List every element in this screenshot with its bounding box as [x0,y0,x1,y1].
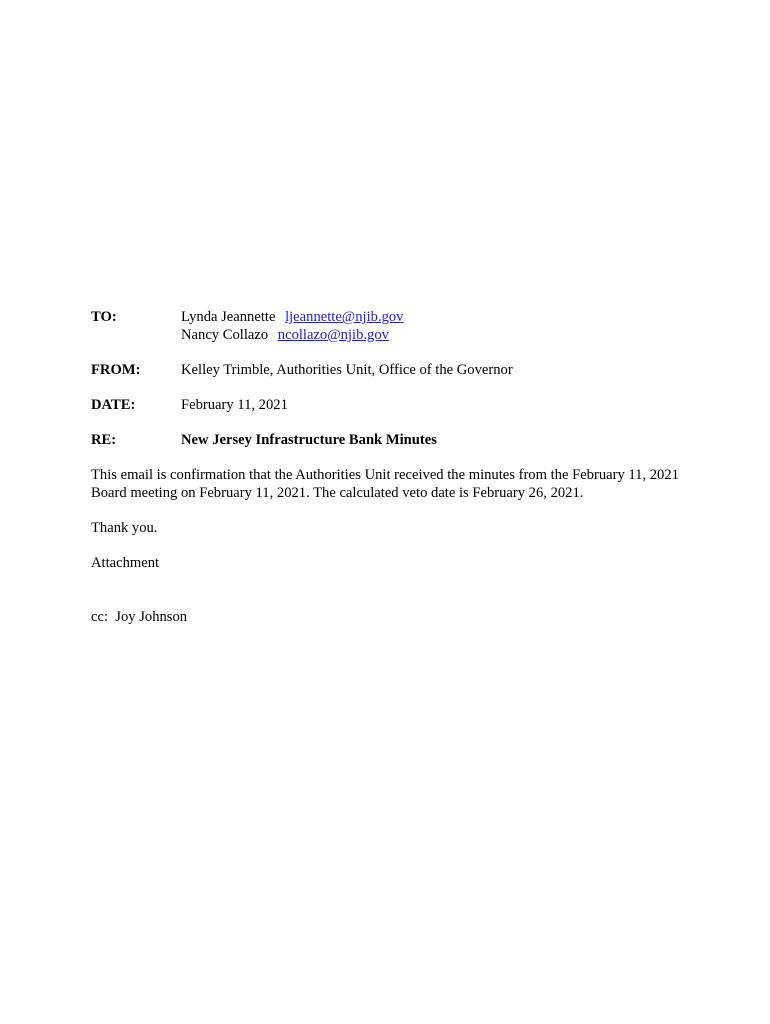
attachment-note: Attachment [91,555,160,571]
from-row [91,361,691,379]
recipient-2-name: Nancy Collazo [181,327,269,343]
recipient-2-email-link[interactable]: ncollazo@njib.gov [277,327,389,343]
recipients-list [181,308,691,344]
to-label: TO: [91,309,117,325]
closing-text: Thank you. [91,520,158,536]
cc-line: cc: Joy Johnson [91,609,188,625]
recipient-1-email-link[interactable]: ljeannette@njib.gov [285,309,404,325]
date-label: DATE: [91,397,136,413]
date-value: February 11, 2021 [181,397,288,413]
from-value: Kelley Trimble, Authorities Unit, Office of the Governor [181,362,513,378]
recipient-1-name: Lynda Jeannette [181,309,276,325]
to-row [91,308,691,344]
from-label: FROM: [91,362,141,378]
subject-value: New Jersey Infrastructure Bank Minutes [181,432,437,448]
date-row [91,396,691,414]
subject-label: RE: [91,432,117,448]
body-paragraph: This email is confirmation that the Authorities Unit received the minutes from the February 11, 2021 Board meeting on February 11, 2021. The calculated veto date is February 26, 2021. [91,467,679,501]
recipient-2 [181,326,691,344]
memo [91,308,691,626]
subject-row [91,431,691,449]
recipient-1 [181,308,691,326]
